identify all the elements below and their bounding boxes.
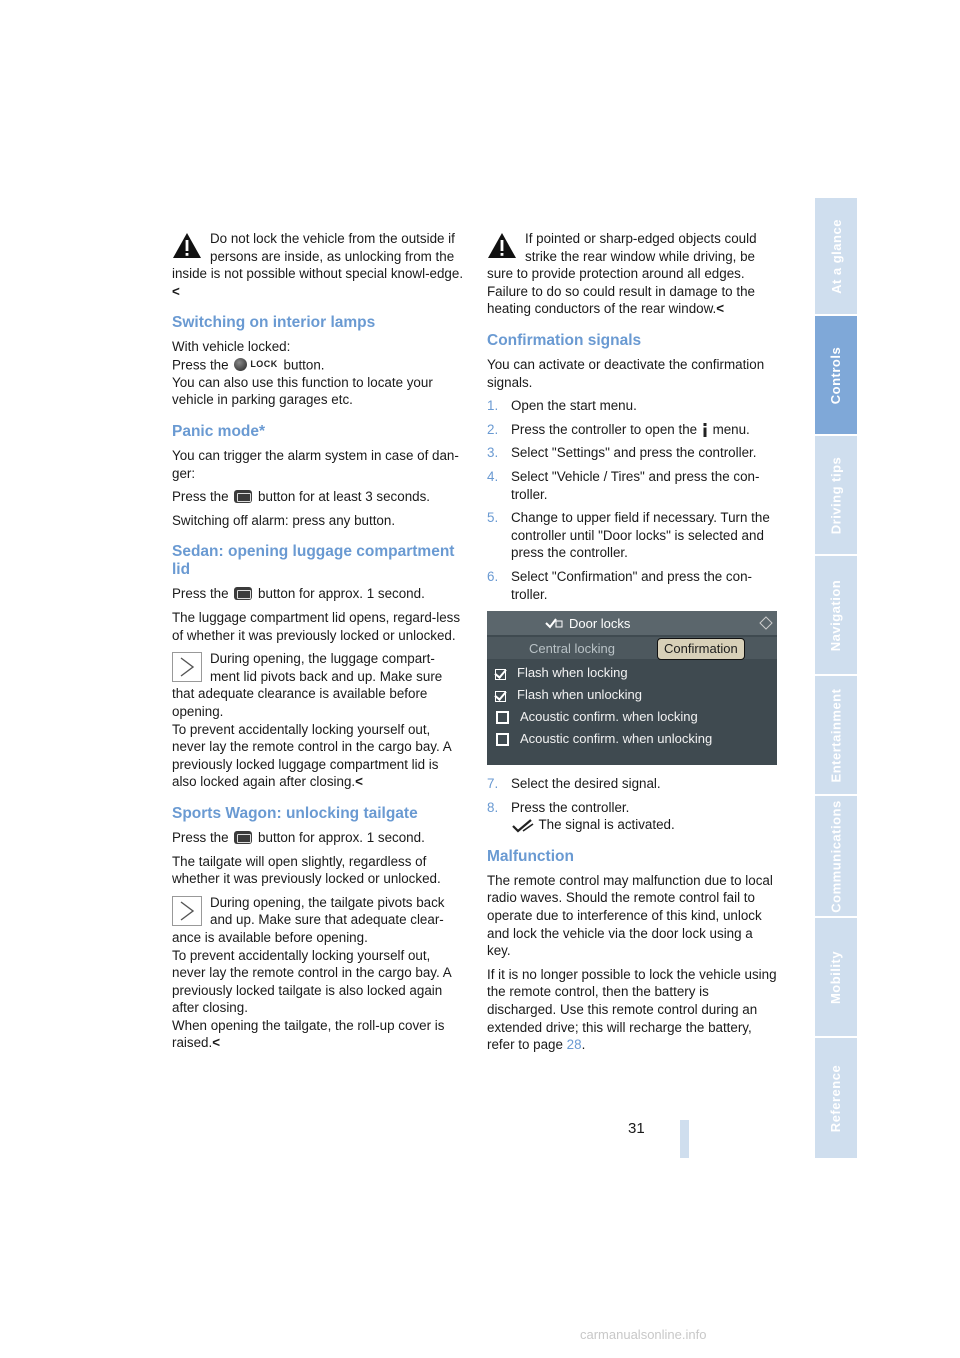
steps-list bbox=[487, 397, 779, 603]
wagon-text-2: The tailgate will open slightly, regardless of whether it was previously locked or unlocked. bbox=[172, 853, 441, 887]
sidebar-tab-at-a-glance[interactable]: At a glance bbox=[815, 198, 857, 314]
heading-confirmation: Confirmation signals bbox=[487, 331, 642, 349]
sedan-note bbox=[172, 650, 464, 791]
heading-panic-mode: Panic mode* bbox=[172, 423, 266, 441]
left-column bbox=[172, 230, 464, 1056]
checked-icon bbox=[495, 668, 509, 679]
wagon-text-1: Press the button for approx. 1 second. bbox=[172, 829, 425, 845]
trunk-button-icon bbox=[234, 587, 252, 600]
heading-malfunction: Malfunction bbox=[487, 847, 574, 865]
activated-text: The signal is activated. bbox=[538, 817, 675, 833]
confirm-text-1: You can activate or deactivate the confirmation signals. bbox=[487, 356, 765, 390]
screen-tabs bbox=[487, 637, 777, 659]
tab-central-locking: Central locking bbox=[529, 641, 615, 657]
sedan-note-text-2: To prevent accidentally locking yourself out, never lay the remote control in the cargo bay. A previously locked luggage compartment lid is also locked again after closing. bbox=[172, 721, 451, 790]
sidebar-tab-controls[interactable]: Controls bbox=[815, 316, 857, 434]
tab-confirmation: Confirmation bbox=[657, 638, 745, 660]
unchecked-box-icon bbox=[496, 733, 509, 746]
page-number: 31 bbox=[628, 1120, 645, 1137]
end-mark: < bbox=[355, 774, 363, 790]
door-lock-icon bbox=[545, 617, 563, 629]
checkmark-icon bbox=[511, 819, 535, 833]
screen-title-bar bbox=[487, 611, 777, 635]
lock-button-icon: LOCK bbox=[234, 356, 278, 374]
step-item: 8. Press the controller. The signal is activated. bbox=[487, 799, 675, 833]
interior-text-2: Press the LOCK button. bbox=[172, 357, 325, 373]
wagon-note-text-2: To prevent accidentally locking yourself out, never lay the remote control in the cargo bay. A previously locked tailgate is also locked again after closing. bbox=[172, 947, 451, 1016]
screen-row: Flash when unlocking bbox=[495, 685, 642, 705]
wagon-note-text: During opening, the tailgate pivots back and up. Make sure that adequate clear-ance is available before opening. bbox=[172, 894, 445, 945]
heading-wagon: Sports Wagon: unlocking tailgate bbox=[172, 804, 418, 822]
checked-icon bbox=[495, 690, 509, 701]
sidebar-tab-communications[interactable]: Communications bbox=[815, 796, 857, 916]
step-item: 3. Select "Settings" and press the controller. bbox=[487, 445, 757, 461]
screen-row: Acoustic confirm. when unlocking bbox=[495, 729, 712, 749]
warning-text-rear: If pointed or sharp-edged objects could strike the rear window while driving, be sure to provide protection around all edges. Failure to do so could result in damage to the heating conductors of the rear window. bbox=[487, 231, 757, 317]
panic-text-2: Press the button for at least 3 seconds. bbox=[172, 489, 431, 505]
right-column bbox=[487, 230, 779, 1060]
step-item: 6. Select "Confirmation" and press the con-troller. bbox=[487, 568, 752, 602]
interior-text-1: With vehicle locked: bbox=[172, 339, 291, 355]
sidebar-tab-entertainment[interactable]: Entertainment bbox=[815, 676, 857, 794]
sidebar-tab-navigation[interactable]: Navigation bbox=[815, 556, 857, 674]
tailgate-button-icon bbox=[234, 831, 252, 844]
step-item: 7. Select the desired signal. bbox=[487, 776, 661, 792]
heading-sedan: Sedan: opening luggage compartment lid bbox=[172, 543, 455, 579]
end-mark: < bbox=[212, 1035, 221, 1051]
heading-interior-lamps: Switching on interior lamps bbox=[172, 314, 376, 332]
panic-text-3: Switching off alarm: press any button. bbox=[172, 512, 396, 528]
step-item: 1. Open the start menu. bbox=[487, 398, 637, 414]
screen-row: Flash when locking bbox=[495, 663, 628, 683]
screen-title: Door locks bbox=[569, 616, 631, 632]
end-mark: < bbox=[716, 301, 725, 317]
warning-triangle-icon bbox=[487, 232, 517, 259]
step-item: 5. Change to upper field if necessary. Turn the controller until "Door locks" is selected and press the controller. bbox=[487, 510, 770, 561]
wagon-note-text-3: When opening the tailgate, the roll-up cover is raised. bbox=[172, 1017, 445, 1051]
info-i-icon bbox=[701, 423, 709, 437]
warning-note bbox=[172, 230, 464, 300]
steps-list-2 bbox=[487, 775, 779, 834]
watermark: carmanualsonline.info bbox=[580, 1327, 707, 1342]
interior-text-3: You can also use this function to locate your vehicle in parking garages etc. bbox=[172, 374, 433, 408]
panic-text-1: You can trigger the alarm system in case of dan-ger: bbox=[172, 448, 459, 481]
step-item: 4. Select "Vehicle / Tires" and press the con-troller. bbox=[487, 468, 760, 502]
note-arrow-icon bbox=[172, 896, 202, 926]
warning-text: Do not lock the vehicle from the outside if persons are inside, as unlocking from the inside is not possible without special knowl-edge. bbox=[172, 231, 464, 282]
wagon-note bbox=[172, 894, 464, 1052]
sidebar-tab-reference[interactable]: Reference bbox=[815, 1038, 857, 1158]
malf-text-2: If it is no longer possible to lock the vehicle using the remote control, then the battery is discharged. Use this remote control during an extended drive; this will recharge the battery, refer to page 28. bbox=[487, 966, 777, 1053]
malf-text-1: The remote control may malfunction due to local radio waves. Should the remote control fail to operate due to interference of this kind, unlock and lock the vehicle via the door lock using a key. bbox=[487, 872, 773, 959]
warning-triangle-icon bbox=[172, 232, 202, 259]
settings-diamond-icon bbox=[759, 616, 773, 630]
end-mark: < bbox=[172, 283, 180, 299]
page-number-bar bbox=[680, 1120, 689, 1158]
note-arrow-icon bbox=[172, 652, 202, 682]
step-item: 2. Press the controller to open the menu. bbox=[487, 421, 750, 437]
sedan-text-1: Press the button for approx. 1 second. bbox=[172, 586, 425, 602]
warning-note-rear-window bbox=[487, 230, 779, 318]
control-display-screenshot bbox=[487, 611, 777, 765]
sidebar-tab-mobility[interactable]: Mobility bbox=[815, 918, 857, 1036]
sedan-note-text: During opening, the luggage compart-ment lid pivots back and up. Make sure that adequate clearance is available before opening. bbox=[172, 651, 443, 719]
screen-row: Acoustic confirm. when locking bbox=[495, 707, 698, 727]
unchecked-box-icon bbox=[496, 711, 509, 724]
sedan-text-2: The luggage compartment lid opens, regard-less of whether it was previously locked or unlocked. bbox=[172, 610, 461, 643]
page-link[interactable]: 28 bbox=[566, 1037, 582, 1053]
panic-button-icon bbox=[234, 490, 252, 503]
sidebar-tab-driving-tips[interactable]: Driving tips bbox=[815, 436, 857, 554]
